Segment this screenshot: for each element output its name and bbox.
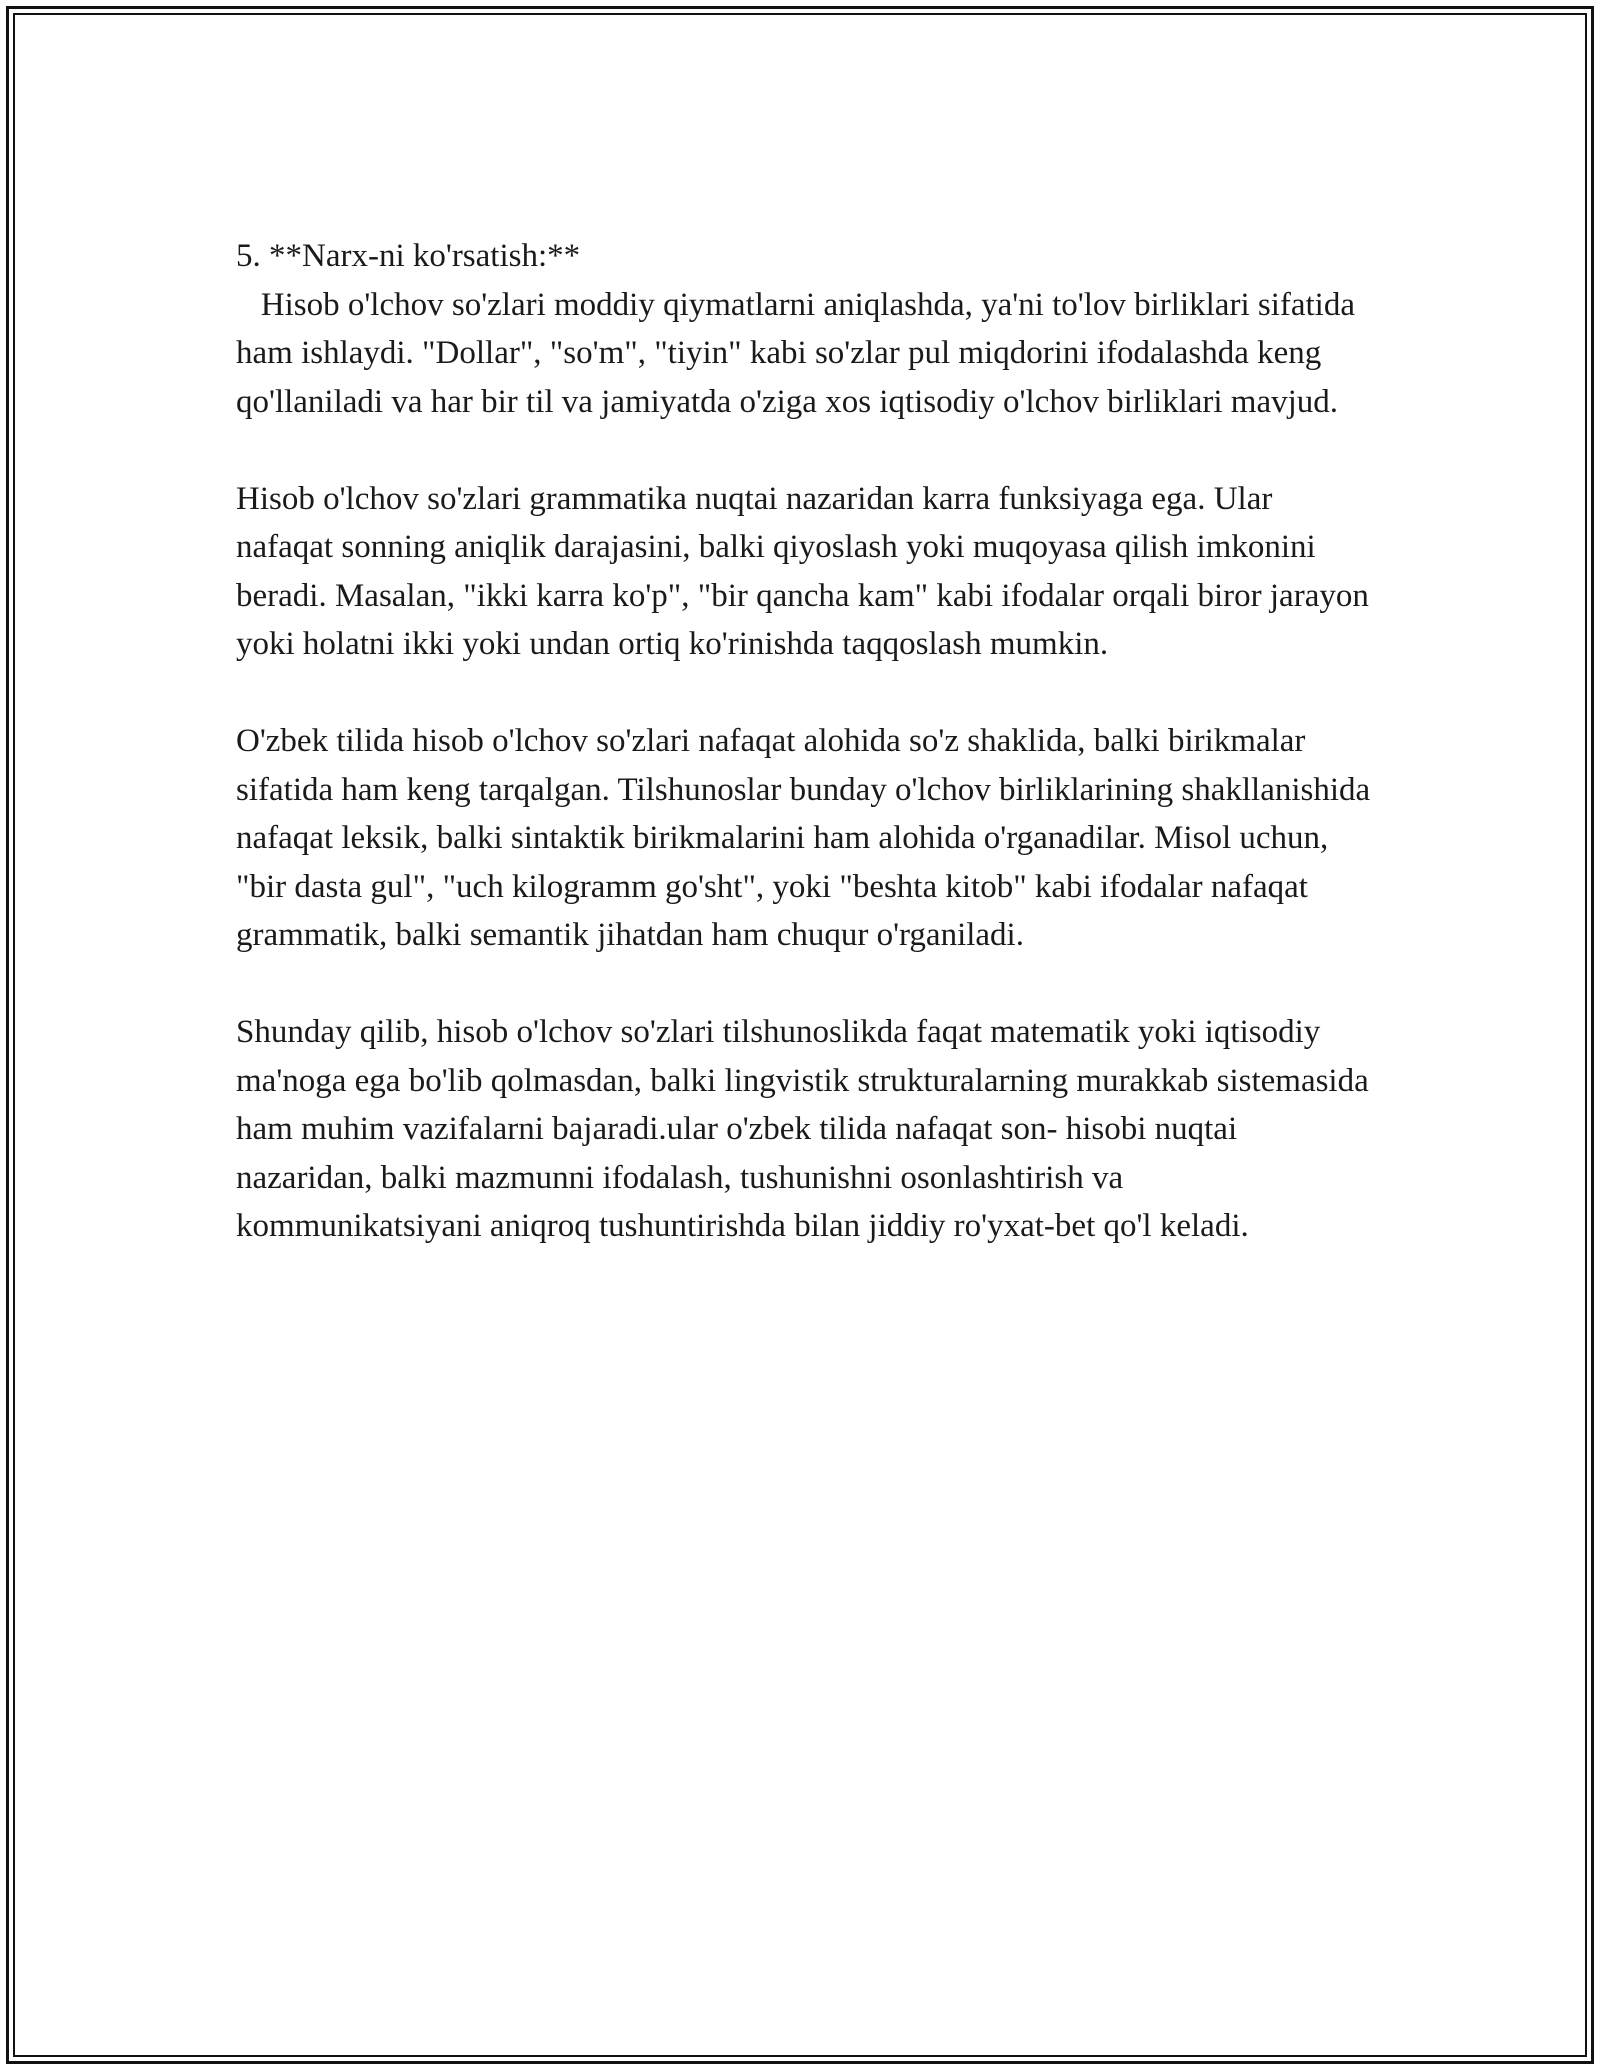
section-heading: 5. **Narx-ni ko'rsatish:** — [236, 238, 581, 274]
paragraph-2: Hisob o'lchov so'zlari grammatika nuqtai nazaridan karra funksiyaga ega. Ular nafaqat sonning aniqlik darajasini, balki qiyoslash yoki muqoyasa qilish imkonini beradi. Masalan, "ikki karra ko'p", "bir qancha kam" kabi ifodalar orqali biror jarayon yoki holatni ikki yoki undan ortiq ko'rinishda taqqoslash mumkin. — [236, 480, 1378, 662]
paragraph-1: Hisob o'lchov so'zlari moddiy qiymatlarni aniqlashda, ya'ni to'lov birliklari sifatida ham ishlaydi. "Dollar", "so'm", "tiyin" kabi so'zlar pul miqdorini ifodalashda keng qo'llaniladi va har bir til va jamiyatda o'ziga xos iqtisodiy o'lchov birliklari mavjud. — [236, 286, 1364, 420]
section-block-5 — [236, 232, 1376, 426]
paragraph-3: O'zbek tilida hisob o'lchov so'zlari nafaqat alohida so'z shaklida, balki birikmalar sifatida ham keng tarqalgan. Tilshunoslar bunday o'lchov birliklarining shakllanishida nafaqat leksik, balki sintaktik birikmalarini ham alohida o'rganadilar. Misol uchun, "bir dasta gul", "uch kilogramm go'sht", yoki "beshta kitob" kabi ifodalar nafaqat grammatik, balki semantik jihatdan ham chuqur o'rganiladi. — [236, 723, 1379, 953]
document-body — [236, 232, 1379, 1299]
paragraph-4: Shunday qilib, hisob o'lchov so'zlari tilshunoslikda faqat matematik yoki iqtisodiy ma'noga ega bo'lib qolmasdan, balki lingvistik strukturalarning murakkab sistemasida ham muhim vazifalarni bajaradi.ular o'zbek tilida nafaqat son- hisobi nuqtai nazaridan, balki mazmunni ifodalash, tushunishni osonlashtirish va kommunikatsiyani aniqroq tushuntirishda bilan jiddiy ro'yxat-bet qo'l keladi. — [236, 1014, 1377, 1244]
